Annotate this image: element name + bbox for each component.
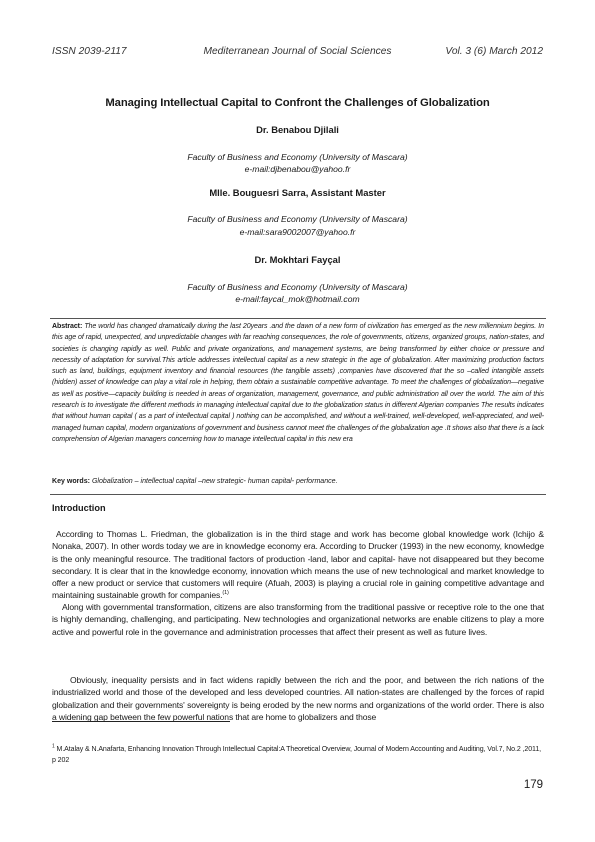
author-name: Dr. Mokhtari Fayçal: [254, 254, 341, 265]
author-email: e-mail:sara9002007@yahoo.fr: [239, 227, 356, 237]
author-affiliation: Faculty of Business and Economy (University of Mascara): [187, 282, 408, 292]
author-name: Mlle. Bouguesri Sarra, Assistant Master: [209, 187, 386, 198]
footnote: [52, 744, 544, 767]
author-email: e-mail:djbenabou@yahoo.fr: [244, 164, 351, 174]
intro-paragraph-3: Obviously, inequality persists and in fact widens rapidly between the rich and the poor, and between the rich nations of the industrialized world and those of the developed and less developed countries. All nation-states are challenged by the forces of rapid globalization and their governments' sovereignty is being eroded by the new norms and organizations of the world order. There is also a widening gap between the few powerful nations that are home to globalizers and those: [52, 675, 544, 722]
abstract-text: The world has changed dramatically during the last 20years .and the dawn of a new form of civilization has emerged as the new millennium begins. In this age of rapid, unexpected, and unpredictable changes with far reaching consequences, the role of governments, citizens, organized groups, nation-states, and societies is changing rapidly as well. Public and private organizations, and management systems, are being transformed by either choice or pressure and necessity of adaptation for survival.This article addresses intellectual capital as a new strategic in the age of globalization. After maximizing production factors such as land, buildings, equipment inventory and financial resources (the tangible assets) ,companies have discovered that the so –called intangible assets (hidden) asset of knowledge can play a vital role in helping, them obtain a sustainable competitive advantage. To meet the challenges of globalization—negative as well as positive—capacity building is needed in areas of organization, management, governance, and public administration all over the world. The aim of this research is to investigate the different methods in managing intellectual capital due to the globalization status in different Algerian companies The results indicates that without human capital ( as a part of intellectual capital ) nothing can be accomplished, and without a well-trained, well-developed, well-appreciated, and well-managed human capital, modern organizations of government and business cannot meet the challenges of the globalization age .It shows also that there is a lack comprehension of Algerian managers concerning how to manage intellectual capital in this new era: [52, 323, 544, 443]
header-journal-name: Mediterranean Journal of Social Sciences: [203, 46, 392, 57]
footnote-divider: [52, 721, 230, 722]
footnote-text: M.Atalay & N.Anafarta, Enhancing Innovation Through Intellectual Capital:A Theoretical Overview, Journal of Modern Accounting and Auditing, Vol.7, No.2 ,2011, p 202: [52, 746, 541, 765]
footnote-reference[interactable]: (1): [222, 590, 229, 597]
keywords-label: Key words:: [52, 478, 90, 485]
author-email: e-mail:faycal_mok@hotmail.com: [235, 294, 360, 304]
header-volume: Vol. 3 (6) March 2012: [445, 46, 543, 57]
intro-paragraph-2: Along with governmental transformation, citizens are also transforming from the traditional passive or receptive role to the one that is highly demanding, challenging, and participating. New technologies and organizational networks are enable citizens to play a more active and powerful role in the governance and administration processes that affect their present as well as future lives.: [52, 602, 544, 637]
abstract: [52, 321, 544, 445]
section-heading-introduction: Introduction: [52, 503, 106, 513]
author-name: Dr. Benabou Djilali: [256, 124, 339, 135]
header-issn: ISSN 2039-2117: [52, 46, 127, 57]
author-affiliation: Faculty of Business and Economy (University of Mascara): [187, 152, 408, 162]
author-affiliation: Faculty of Business and Economy (University of Mascara): [187, 214, 408, 224]
intro-paragraph-1: [52, 528, 544, 602]
keywords-text: Globalization – intellectual capital –new strategic- human capital- performance.: [91, 478, 338, 485]
page-number: 179: [523, 779, 543, 791]
footnote-mark: 1: [52, 743, 55, 750]
paper-title: Managing Intellectual Capital to Confront the Challenges of Globalization: [105, 97, 490, 109]
keywords: [52, 478, 544, 485]
abstract-label: Abstract:: [52, 323, 83, 330]
intro-paragraph-1-text: According to Thomas L. Friedman, the globalization is in the third stage and work has become global knowledge work (Ichijo & Nonaka, 2007). In other words today we are in knowledge economy era. According to Drucker (1993) in the new economy, knowledge is the only meaningful resource. The traditional factors of production -land, labor and capital- have not disappeared but they become secondary. It is clear that in the knowledge economy, innovation which means the use of new technological and market knowledge to offer a new product or service that customers will require (Afuah, 2003) is playing a crucial role in gaining competitive advantage and maintaining sustainable growth for companies.: [52, 529, 544, 601]
